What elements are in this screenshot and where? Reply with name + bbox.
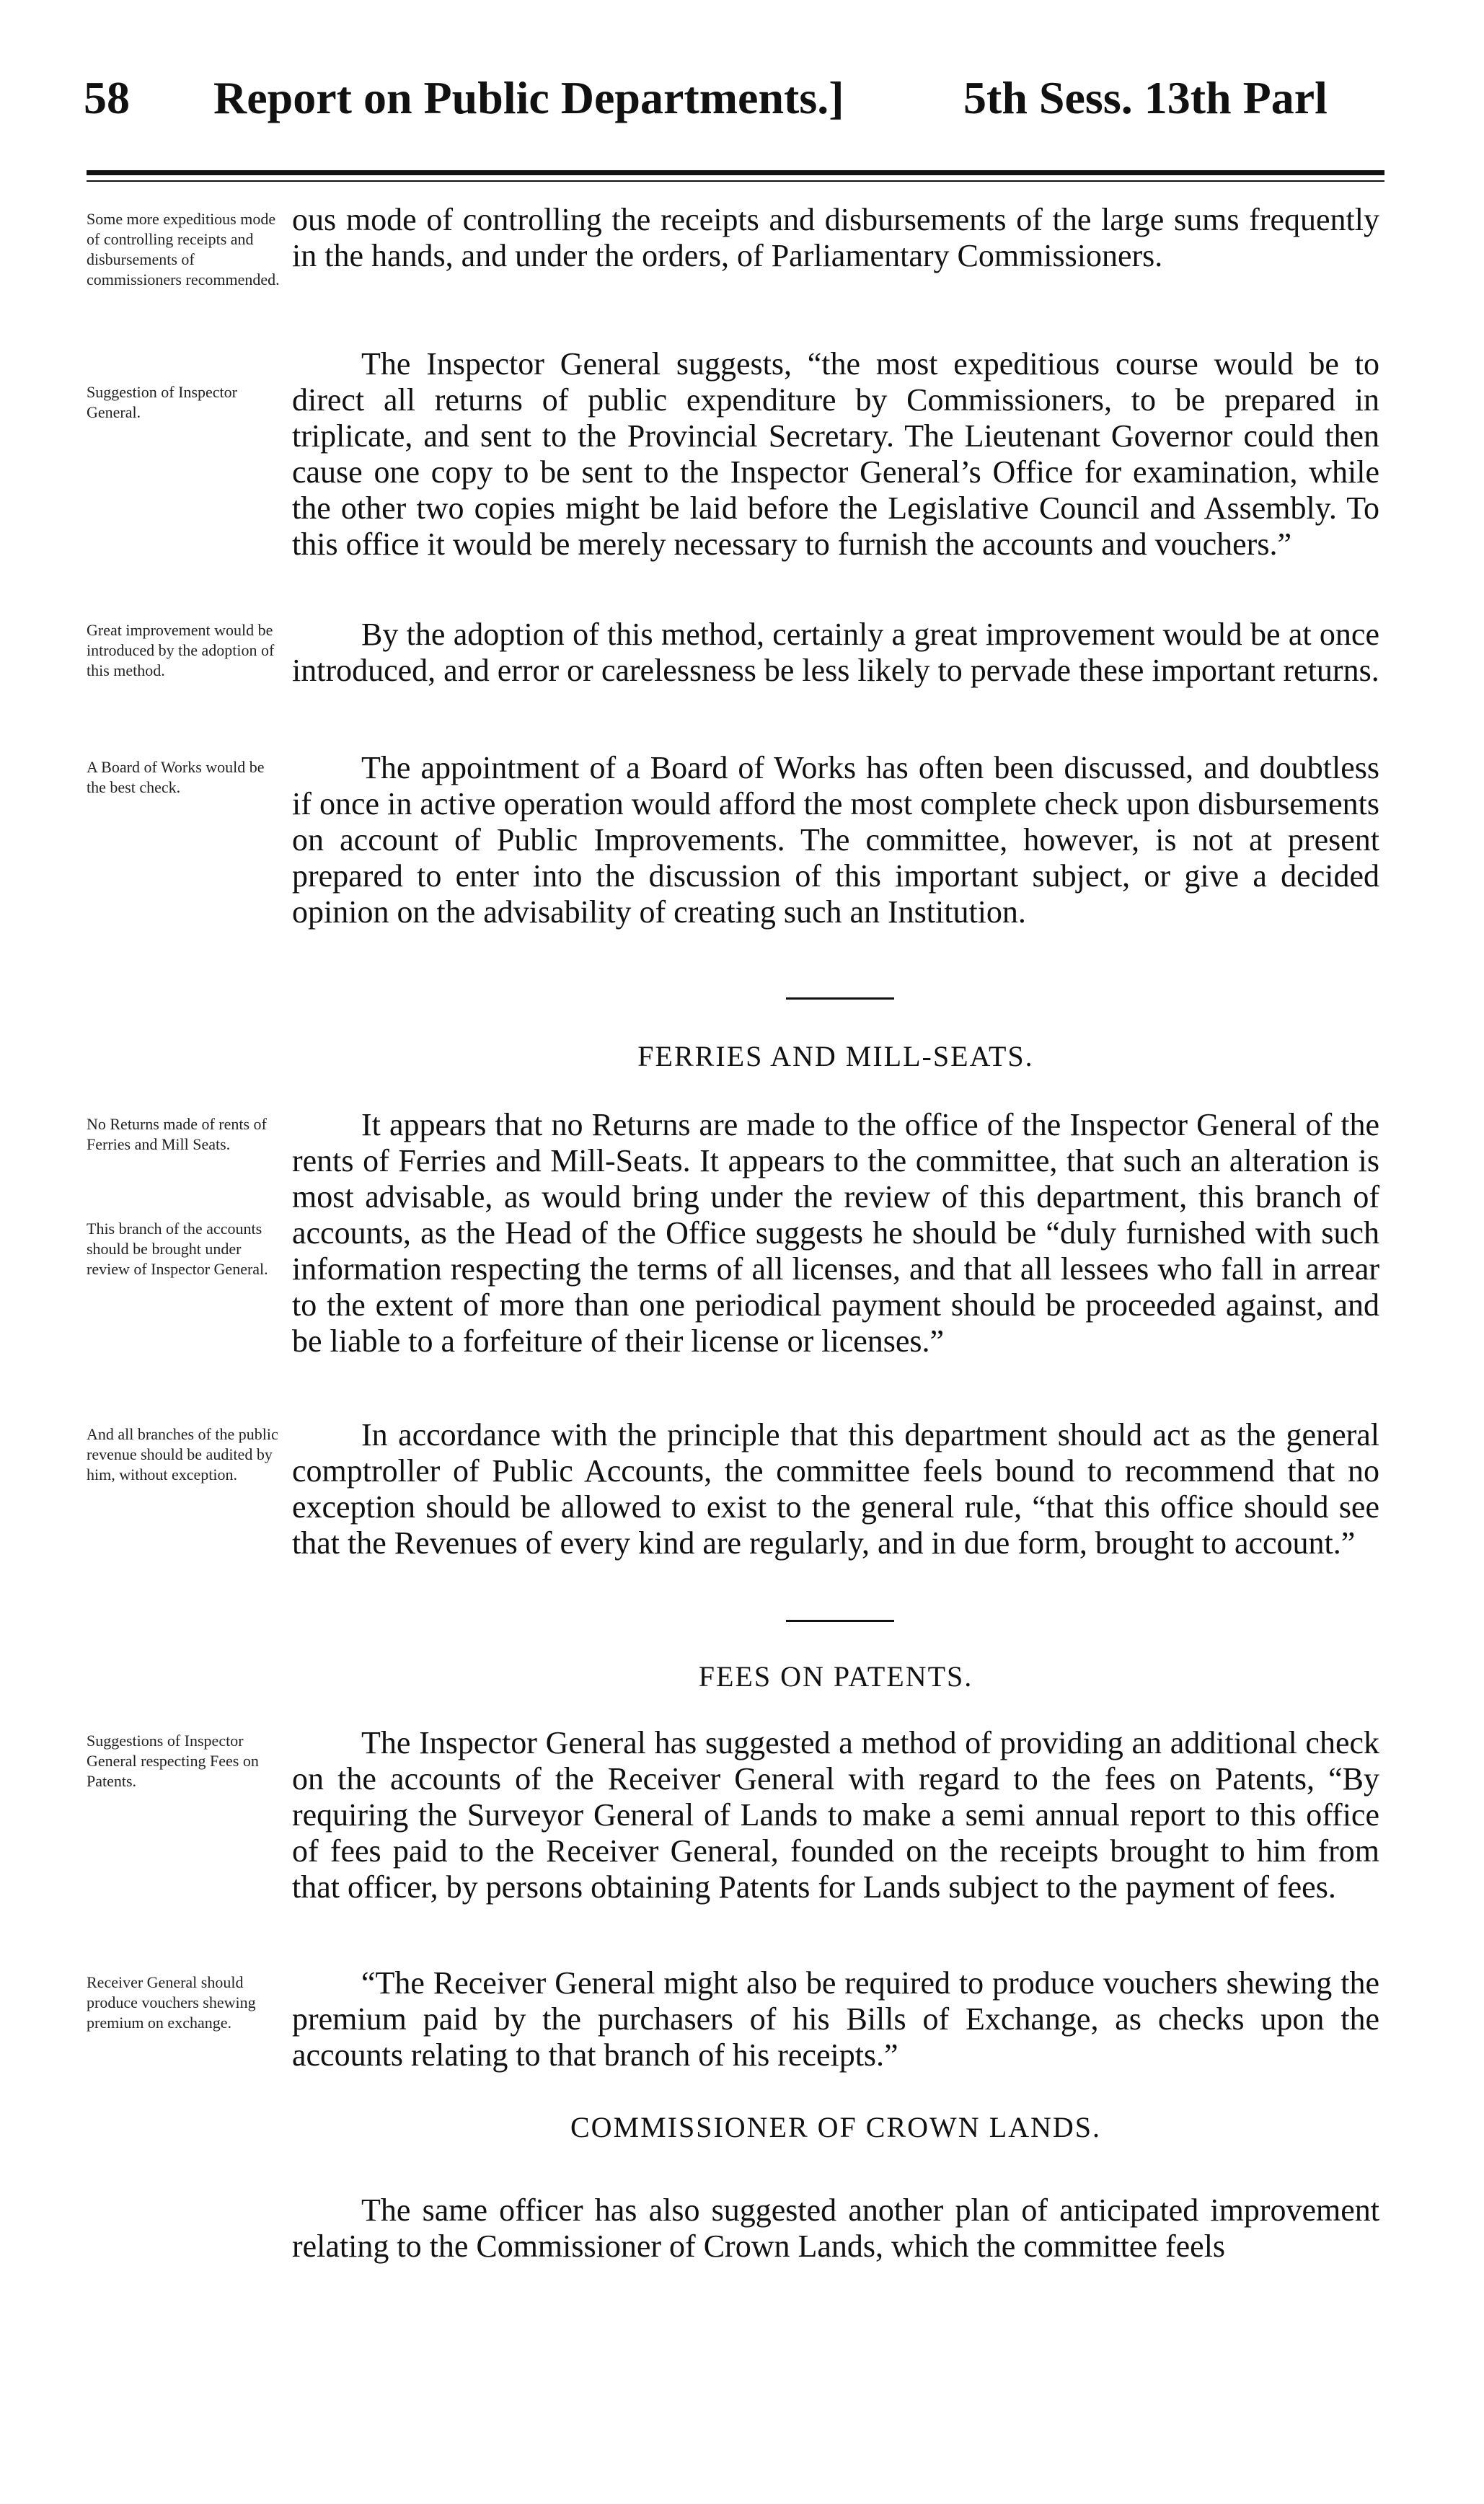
page-number: 58 [84, 72, 130, 123]
paragraph-text: The Inspector General suggests, “the most expeditious course would be to direct all returns of public expenditure by Commissioners, to be prepared in triplicate, and sent to the Provincial Secretary. The Lieutenant Governor could then cause one copy to be sent to the Inspector General’s Office for examination, while the other two copies might be laid before the Legislative Council and Assembly. To this office it would be merely necessary to furnish the accounts and vouchers.” [292, 346, 1379, 562]
session-label: 5th Sess. 13th Parl [963, 72, 1328, 123]
margin-note-board-of-works: A Board of Works would be the best check. [87, 758, 265, 796]
header-rule-thin [87, 180, 1384, 182]
paragraph-text: In accordance with the principle that this department should act as the general comptroller of Public Accounts, the committee feels bound to recommend that no exception should be allowed to exist to the general rule, “that this office should see that the Revenues of every kind are regularly, and in due form, brought to account.” [292, 1417, 1379, 1561]
paragraph-text: “The Receiver General might also be required to produce vouchers shewing the premium paid by the purchasers of his Bills of Exchange, as checks upon the accounts relating to that branch of his receipts.” [292, 1965, 1379, 2073]
paragraph-text: The Inspector General has suggested a method of providing an additional check on the accounts of the Receiver General with regard to the fees on Patents, “By requiring the Surveyor General of Lands to make a semi annual report to this office of fees paid to the Receiver General, founded on the receipts brought to him from that officer, by persons obtaining Patents for Lands subject to the payment of fees. [292, 1725, 1379, 1905]
paragraph-inspector-suggests [292, 346, 1379, 563]
paragraph-adoption [292, 617, 1379, 689]
paragraph-text: The appointment of a Board of Works has often been discussed, and doubtless if once in active operation would afford the most complete check upon disbursements on account of Public Improvements. The committee, however, is not at present prepared to enter into the discussion of this important subject, or give a decided opinion on the advisability of creating such an Institution. [292, 750, 1379, 930]
margin-note-receiver-general: Receiver General should produce vouchers shewing premium on exchange. [87, 1973, 256, 2032]
paragraph-text: ous mode of controlling the receipts and disbursements of the large sums frequently in the hands, and under the orders, of Parliamentary Commissioners. [292, 202, 1379, 273]
paragraph-text: It appears that no Returns are made to the office of the Inspector General of the rents of Ferries and Mill-Seats. It appears to the committee, that such an alteration is most advisable, as would bring under the review of this department, this branch of accounts, as the Head of the Office suggests he should be “duly furnished with such information respecting the terms of all licenses, and that all lessees who fall in arrear to the extent of more than one periodical payment should be proceeded against, and be liable to a forfeiture of their license or licenses.” [292, 1107, 1379, 1359]
margin-note-suggestion: Suggestion of Inspector General. [87, 383, 237, 421]
section-divider [786, 1620, 894, 1622]
paragraph-board-of-works [292, 750, 1379, 930]
paragraph-general-comptroller [292, 1417, 1379, 1561]
margin-note-fees-on-patents: Suggestions of Inspector General respecting Fees on Patents. [87, 1732, 259, 1790]
page-header [84, 69, 1382, 149]
heading-ferries: FERRIES AND MILL-SEATS. [637, 1040, 1034, 1072]
margin-note-great-improvement: Great improvement would be introduced by the adoption of this method. [87, 621, 275, 679]
margin-note-branch-of-accounts: This branch of the accounts should be brought under review of Inspector General. [87, 1220, 268, 1278]
header-rule-thick [87, 170, 1384, 175]
margin-note-no-returns: No Returns made of rents of Ferries and Mill Seats. [87, 1115, 267, 1153]
margin-note-expeditious-mode: Some more expeditious mode of controlling receipts and disbursements of commissioners recommended. [87, 210, 280, 288]
paragraph-commissioners [292, 202, 1379, 274]
section-divider [786, 997, 894, 1000]
heading-patents: FEES ON PATENTS. [698, 1660, 973, 1693]
paragraph-receiver-general [292, 1965, 1379, 2073]
paragraph-ferries-returns [292, 1107, 1379, 1359]
running-title: Report on Public Departments.] [213, 72, 844, 123]
margin-note-all-branches: And all branches of the public revenue should be audited by him, without exception. [87, 1425, 278, 1484]
paragraph-fees-patents [292, 1725, 1379, 1905]
paragraph-text: The same officer has also suggested another plan of anticipated improvement relating to the Commissioner of Crown Lands, which the committee feels [292, 2192, 1379, 2264]
paragraph-crown-lands [292, 2192, 1379, 2265]
paragraph-text: By the adoption of this method, certainly a great improvement would be at once introduced, and error or carelessness be less likely to pervade these important returns. [292, 617, 1379, 688]
heading-crown-lands: COMMISSIONER OF CROWN LANDS. [570, 2111, 1102, 2143]
